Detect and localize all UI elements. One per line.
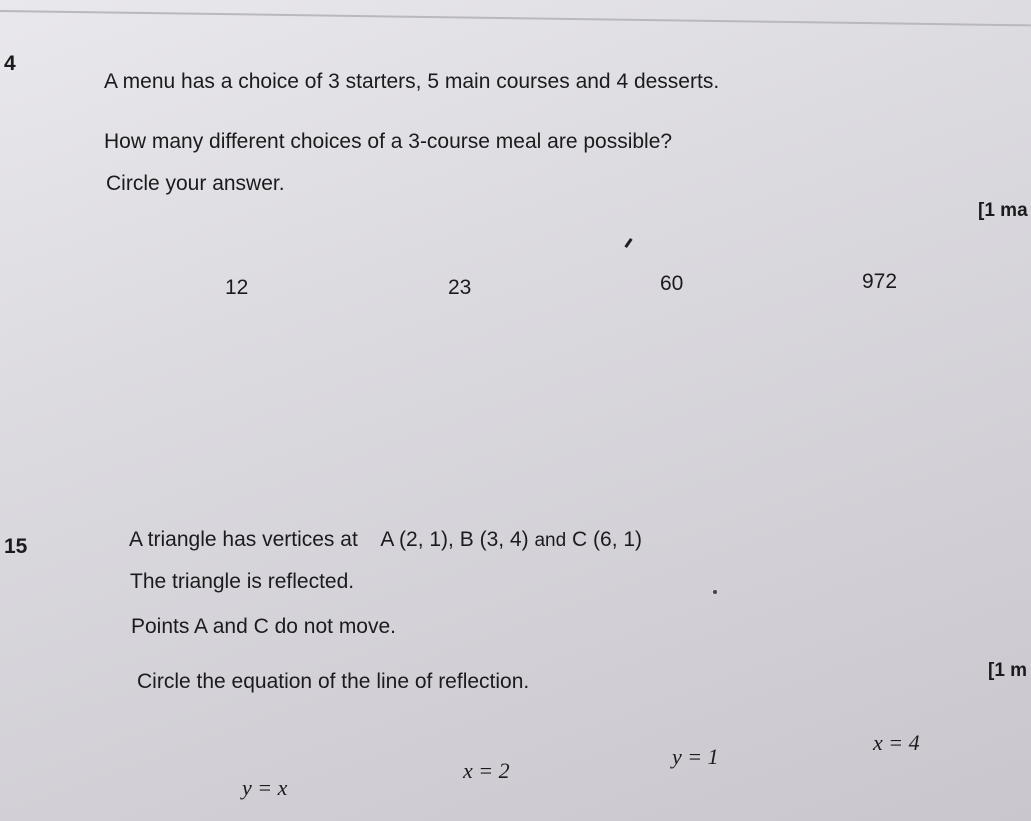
page-top-rule — [0, 10, 1031, 26]
question-14-number: 4 — [4, 52, 16, 75]
question-14-option-2[interactable]: 23 — [448, 276, 472, 299]
question-14-instruction: Circle your answer. — [106, 172, 285, 195]
question-14-marks: [1 ma — [978, 200, 1028, 221]
vertex-a-coords: (2, 1), — [399, 528, 454, 551]
and-connector: and — [534, 530, 567, 551]
question-15-stem-line-1 — [129, 528, 642, 552]
question-15-option-3[interactable]: y = 1 — [672, 744, 719, 769]
question-14-option-3[interactable]: 60 — [660, 272, 684, 295]
vertex-c-label: C — [572, 528, 588, 551]
speck — [713, 590, 717, 594]
question-14-stem-line-1: A menu has a choice of 3 starters, 5 main courses and 4 desserts. — [104, 70, 720, 93]
question-15-number: 15 — [4, 535, 28, 558]
question-15-stem-line-2: The triangle is reflected. — [130, 570, 355, 593]
question-14-option-4[interactable]: 972 — [862, 270, 898, 293]
question-14-stem-line-2: How many different choices of a 3-course meal are possible? — [104, 130, 673, 153]
vertex-c-coords: (6, 1) — [593, 528, 643, 551]
question-15-marks: [1 m — [988, 660, 1028, 681]
pencil-mark — [624, 238, 632, 248]
question-15-instruction: Circle the equation of the line of reflection. — [137, 670, 530, 693]
question-15-stem-line-3: Points A and C do not move. — [131, 615, 397, 638]
question-14-option-1[interactable]: 12 — [225, 276, 249, 299]
vertex-b-label: B — [459, 528, 474, 551]
vertex-b-coords: (3, 4) — [479, 528, 529, 551]
vertex-a-label: A — [380, 528, 394, 551]
question-15-option-2[interactable]: x = 2 — [463, 758, 510, 783]
question-15-option-1[interactable]: y = x — [242, 775, 288, 800]
question-15-stem-lead: A triangle has vertices at — [129, 528, 358, 551]
question-15-option-4[interactable]: x = 4 — [873, 730, 920, 755]
